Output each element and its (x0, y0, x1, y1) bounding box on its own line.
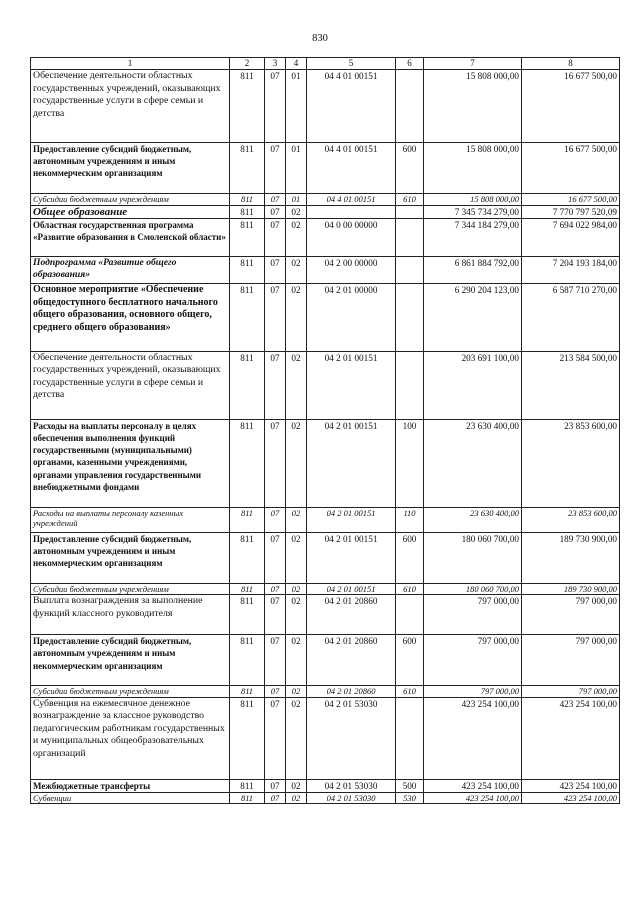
subsection-cell: 02 (286, 419, 307, 507)
target-article-cell: 04 4 01 00151 (307, 70, 396, 143)
code-cell: 811 (230, 218, 265, 256)
code-cell: 811 (230, 283, 265, 351)
table-row (31, 194, 620, 206)
expense-type-cell: 600 (396, 532, 424, 583)
target-article-cell: 04 2 01 00151 (307, 419, 396, 507)
table-row (31, 635, 620, 686)
section-cell: 07 (265, 283, 286, 351)
section-cell: 07 (265, 256, 286, 283)
section-cell: 07 (265, 779, 286, 792)
section-cell: 07 (265, 583, 286, 595)
table-row (31, 70, 620, 143)
amount-cell-col7: 7 345 734 279,00 (424, 205, 522, 218)
subsection-cell: 01 (286, 194, 307, 206)
amount-cell-col7: 23 630 400,00 (424, 507, 522, 532)
section-cell: 07 (265, 697, 286, 779)
amount-cell-col7: 180 060 700,00 (424, 583, 522, 595)
code-cell: 811 (230, 205, 265, 218)
subsection-cell: 01 (286, 143, 307, 194)
expense-type-cell: 610 (396, 686, 424, 698)
amount-cell-col8: 797 000,00 (522, 635, 620, 686)
code-cell: 811 (230, 595, 265, 635)
budget-table (30, 57, 620, 804)
subsection-cell: 02 (286, 256, 307, 283)
target-article-cell: 04 4 01 00151 (307, 194, 396, 206)
target-article-cell: 04 2 01 20860 (307, 595, 396, 635)
table-row (31, 792, 620, 804)
row-name-cell: Субвенция на ежемесячное денежное вознаграждение за классное руководство педагогическим работникам государственных и муниципальных общеобразовательных организаций (31, 697, 230, 779)
amount-cell-col8: 423 254 100,00 (522, 697, 620, 779)
row-name-cell: Основное мероприятие «Обеспечение общедоступного бесплатного начального общего образования, основного общего, среднего общего образования» (31, 283, 230, 351)
section-cell: 07 (265, 595, 286, 635)
row-name-cell: Расходы на выплаты персоналу казенных учреждений (31, 507, 230, 532)
row-name-cell: Общее образование (31, 205, 230, 218)
section-cell: 07 (265, 218, 286, 256)
amount-cell-col7: 23 630 400,00 (424, 419, 522, 507)
section-cell: 07 (265, 507, 286, 532)
section-cell: 07 (265, 70, 286, 143)
target-article-cell: 04 2 01 53030 (307, 779, 396, 792)
expense-type-cell (396, 351, 424, 419)
table-row (31, 686, 620, 698)
code-cell: 811 (230, 351, 265, 419)
code-cell: 811 (230, 686, 265, 698)
expense-type-cell: 600 (396, 143, 424, 194)
row-name-cell: Обеспечение деятельности областных государственных учреждений, оказывающих государственные услуги в сфере семьи и детства (31, 351, 230, 419)
expense-type-cell: 100 (396, 419, 424, 507)
row-name-cell: Субсидии бюджетным учреждениям (31, 194, 230, 206)
subsection-cell: 02 (286, 532, 307, 583)
section-cell: 07 (265, 143, 286, 194)
expense-type-cell (396, 205, 424, 218)
table-row (31, 697, 620, 779)
subsection-cell: 01 (286, 70, 307, 143)
amount-cell-col7: 203 691 100,00 (424, 351, 522, 419)
table-row (31, 532, 620, 583)
column-header: 1 (31, 58, 230, 70)
code-cell: 811 (230, 792, 265, 804)
subsection-cell: 02 (286, 507, 307, 532)
header-row (31, 58, 620, 70)
amount-cell-col8: 213 584 500,00 (522, 351, 620, 419)
code-cell: 811 (230, 194, 265, 206)
table-row (31, 218, 620, 256)
column-header: 7 (424, 58, 522, 70)
code-cell: 811 (230, 532, 265, 583)
row-name-cell: Субсидии бюджетным учреждениям (31, 583, 230, 595)
amount-cell-col7: 15 808 000,00 (424, 143, 522, 194)
target-article-cell: 04 2 01 53030 (307, 792, 396, 804)
expense-type-cell (396, 256, 424, 283)
amount-cell-col7: 6 290 204 123,00 (424, 283, 522, 351)
subsection-cell: 02 (286, 283, 307, 351)
table-row (31, 583, 620, 595)
expense-type-cell: 600 (396, 635, 424, 686)
amount-cell-col8: 423 254 100,00 (522, 792, 620, 804)
section-cell: 07 (265, 419, 286, 507)
target-article-cell: 04 0 00 00000 (307, 218, 396, 256)
target-article-cell: 04 2 01 00151 (307, 507, 396, 532)
expense-type-cell: 530 (396, 792, 424, 804)
expense-type-cell (396, 70, 424, 143)
subsection-cell: 02 (286, 595, 307, 635)
table-row (31, 143, 620, 194)
amount-cell-col7: 423 254 100,00 (424, 779, 522, 792)
code-cell: 811 (230, 419, 265, 507)
code-cell: 811 (230, 583, 265, 595)
row-name-cell: Предоставление субсидий бюджетным, автономным учреждениям и иным некоммерческим организациям (31, 532, 230, 583)
row-name-cell: Субсидии бюджетным учреждениям (31, 686, 230, 698)
target-article-cell: 04 2 00 00000 (307, 256, 396, 283)
expense-type-cell: 610 (396, 583, 424, 595)
expense-type-cell: 500 (396, 779, 424, 792)
subsection-cell: 02 (286, 351, 307, 419)
column-header: 5 (307, 58, 396, 70)
row-name-cell: Межбюджетные трансферты (31, 779, 230, 792)
row-name-cell: Подпрограмма «Развитие общего образования» (31, 256, 230, 283)
table-row (31, 351, 620, 419)
amount-cell-col8: 6 587 710 270,00 (522, 283, 620, 351)
amount-cell-col7: 797 000,00 (424, 686, 522, 698)
section-cell: 07 (265, 635, 286, 686)
expense-type-cell (396, 595, 424, 635)
section-cell: 07 (265, 351, 286, 419)
code-cell: 811 (230, 256, 265, 283)
subsection-cell: 02 (286, 205, 307, 218)
subsection-cell: 02 (286, 218, 307, 256)
column-header: 8 (522, 58, 620, 70)
code-cell: 811 (230, 143, 265, 194)
code-cell: 811 (230, 697, 265, 779)
page-number: 830 (312, 33, 328, 44)
subsection-cell: 02 (286, 583, 307, 595)
expense-type-cell (396, 283, 424, 351)
column-header: 6 (396, 58, 424, 70)
table-row (31, 256, 620, 283)
table-row (31, 779, 620, 792)
subsection-cell: 02 (286, 686, 307, 698)
expense-type-cell: 110 (396, 507, 424, 532)
amount-cell-col8: 189 730 900,00 (522, 583, 620, 595)
target-article-cell: 04 2 01 00151 (307, 532, 396, 583)
expense-type-cell (396, 218, 424, 256)
row-name-cell: Предоставление субсидий бюджетным, автономным учреждениям и иным некоммерческим организациям (31, 635, 230, 686)
amount-cell-col8: 797 000,00 (522, 595, 620, 635)
code-cell: 811 (230, 779, 265, 792)
target-article-cell: 04 2 01 53030 (307, 697, 396, 779)
amount-cell-col8: 7 204 193 184,00 (522, 256, 620, 283)
target-article-cell (307, 205, 396, 218)
expense-type-cell: 610 (396, 194, 424, 206)
amount-cell-col7: 180 060 700,00 (424, 532, 522, 583)
amount-cell-col7: 7 344 184 279,00 (424, 218, 522, 256)
section-cell: 07 (265, 532, 286, 583)
target-article-cell: 04 2 01 00151 (307, 583, 396, 595)
target-article-cell: 04 2 01 00151 (307, 351, 396, 419)
row-name-cell: Предоставление субсидий бюджетным, автономным учреждениям и иным некоммерческим организациям (31, 143, 230, 194)
amount-cell-col7: 797 000,00 (424, 635, 522, 686)
subsection-cell: 02 (286, 792, 307, 804)
table-row (31, 283, 620, 351)
section-cell: 07 (265, 194, 286, 206)
amount-cell-col8: 797 000,00 (522, 686, 620, 698)
column-header: 2 (230, 58, 265, 70)
table-body (31, 70, 620, 804)
row-name-cell: Обеспечение деятельности областных государственных учреждений, оказывающих государственные услуги в сфере семьи и детства (31, 70, 230, 143)
column-header: 3 (265, 58, 286, 70)
column-header: 4 (286, 58, 307, 70)
amount-cell-col7: 423 254 100,00 (424, 792, 522, 804)
row-name-cell: Расходы на выплаты персоналу в целях обеспечения выполнения функций государственными (муниципальными) органами, казенными учреждениями, органами управления государственными внебюджетными фондами (31, 419, 230, 507)
subsection-cell: 02 (286, 697, 307, 779)
target-article-cell: 04 4 01 00151 (307, 143, 396, 194)
amount-cell-col8: 7 770 797 520,09 (522, 205, 620, 218)
code-cell: 811 (230, 635, 265, 686)
amount-cell-col8: 16 677 500,00 (522, 194, 620, 206)
row-name-cell: Субвенции (31, 792, 230, 804)
amount-cell-col7: 15 808 000,00 (424, 194, 522, 206)
row-name-cell: Выплата вознаграждения за выполнение функций классного руководителя (31, 595, 230, 635)
amount-cell-col8: 189 730 900,00 (522, 532, 620, 583)
subsection-cell: 02 (286, 779, 307, 792)
amount-cell-col8: 16 677 500,00 (522, 143, 620, 194)
amount-cell-col7: 6 861 884 792,00 (424, 256, 522, 283)
amount-cell-col8: 23 853 600,00 (522, 507, 620, 532)
table-row (31, 205, 620, 218)
target-article-cell: 04 2 01 20860 (307, 635, 396, 686)
amount-cell-col8: 423 254 100,00 (522, 779, 620, 792)
subsection-cell: 02 (286, 635, 307, 686)
amount-cell-col7: 423 254 100,00 (424, 697, 522, 779)
code-cell: 811 (230, 507, 265, 532)
expense-type-cell (396, 697, 424, 779)
amount-cell-col8: 23 853 600,00 (522, 419, 620, 507)
amount-cell-col8: 16 677 500,00 (522, 70, 620, 143)
target-article-cell: 04 2 01 00000 (307, 283, 396, 351)
table-row (31, 507, 620, 532)
amount-cell-col8: 7 694 022 984,00 (522, 218, 620, 256)
target-article-cell: 04 2 01 20860 (307, 686, 396, 698)
section-cell: 07 (265, 792, 286, 804)
amount-cell-col7: 15 808 000,00 (424, 70, 522, 143)
row-name-cell: Областная государственная программа «Развитие образования в Смоленской области» (31, 218, 230, 256)
section-cell: 07 (265, 205, 286, 218)
section-cell: 07 (265, 686, 286, 698)
table-row (31, 419, 620, 507)
code-cell: 811 (230, 70, 265, 143)
amount-cell-col7: 797 000,00 (424, 595, 522, 635)
table-row (31, 595, 620, 635)
